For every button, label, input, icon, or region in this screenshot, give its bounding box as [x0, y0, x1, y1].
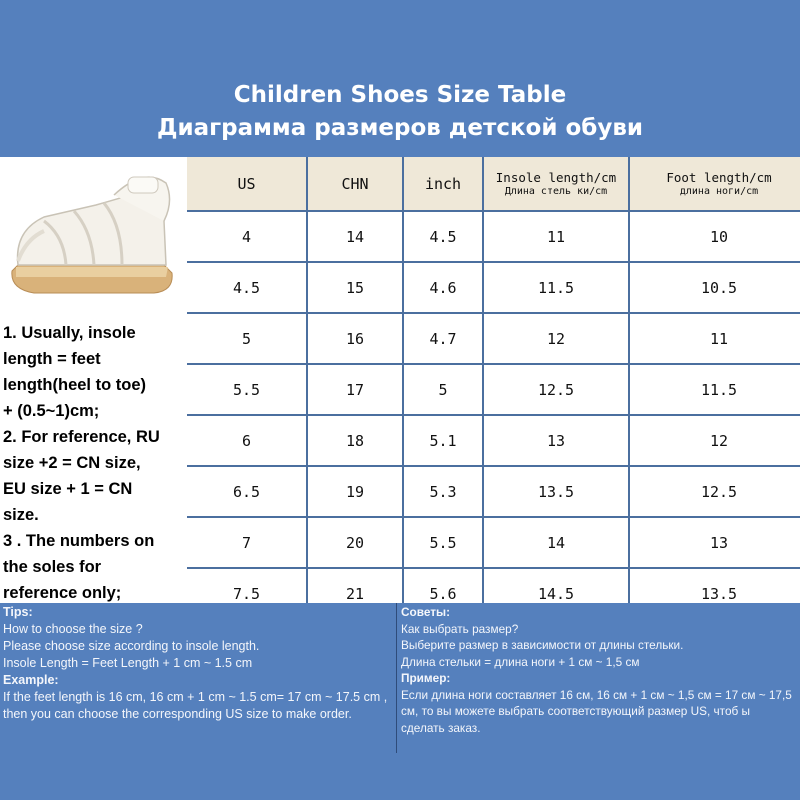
- table-cell: 12.5: [630, 467, 800, 516]
- table-cell: 12.5: [484, 365, 628, 414]
- table-cell: 15: [308, 263, 402, 312]
- column-divider: [396, 603, 397, 753]
- table-cell: 20: [308, 518, 402, 567]
- table-cell: 13.5: [484, 467, 628, 516]
- example-label: Example:: [3, 673, 59, 687]
- table-cell: 5.6: [404, 569, 482, 618]
- header-us: [187, 157, 306, 210]
- table-cell: 4.6: [404, 263, 482, 312]
- table-cell: 17: [308, 365, 402, 414]
- table-cell: 13: [630, 518, 800, 567]
- table-cell: 7.5: [187, 569, 306, 618]
- tips-how: Как выбрать размер?: [401, 621, 519, 636]
- table-cell: 4: [187, 212, 306, 261]
- table-cell: 19: [308, 467, 402, 516]
- header-insole-length: [484, 157, 628, 210]
- tips-choose: Please choose size according to insole length.: [3, 639, 260, 653]
- title-ru: Диаграмма размеров детской обуви: [156, 115, 644, 141]
- table-cell: 11.5: [630, 365, 800, 414]
- header-label: Foot length/cm: [666, 169, 772, 185]
- table-cell: 5.5: [187, 365, 306, 414]
- header-label: inch: [424, 174, 462, 193]
- note-line: the soles for: [3, 558, 102, 576]
- table-cell: 4.7: [404, 314, 482, 363]
- tips-area: [0, 603, 800, 800]
- table-cell: 6: [187, 416, 306, 465]
- table-cell: 4.5: [187, 263, 306, 312]
- table-cell: 5.5: [404, 518, 482, 567]
- tips-english: [3, 604, 396, 723]
- title-en: Children Shoes Size Table: [233, 82, 567, 108]
- note-line: 2. For reference, RU: [3, 428, 160, 446]
- header-sublabel: Длина стель ки/cm: [504, 185, 608, 197]
- tips-formula: Insole Length = Feet Length + 1 cm ~ 1.5 cm: [3, 656, 253, 670]
- tips-choose: Выберите размер в зависимости от длины стельки.: [401, 638, 684, 652]
- note-line: 3 . The numbers on: [3, 532, 155, 550]
- table-cell: 18: [308, 416, 402, 465]
- shoe-image: [4, 161, 182, 303]
- table-cell: 11: [484, 212, 628, 261]
- note-line: length = feet: [3, 350, 101, 368]
- table-cell: 10: [630, 212, 800, 261]
- note-line: EU size + 1 = CN: [3, 480, 133, 498]
- header-label: US: [237, 174, 256, 193]
- header-label: CHN: [341, 174, 369, 193]
- table-cell: 16: [308, 314, 402, 363]
- note-line: + (0.5~1)cm;: [3, 402, 100, 420]
- table-cell: 5.1: [404, 416, 482, 465]
- example-text: If the feet length is 16 cm, 16 cm + 1 cm ~ 1.5 cm= 17 cm ~ 17.5 cm , then you can choose the corresponding US size to make order.: [3, 690, 388, 721]
- table-cell: 6.5: [187, 467, 306, 516]
- header-sublabel: длина ноги/cm: [679, 185, 759, 197]
- notes: [3, 320, 185, 606]
- table-cell: 11: [630, 314, 800, 363]
- size-table: [187, 157, 800, 603]
- note-line: size.: [3, 506, 39, 524]
- tips-russian: [401, 604, 794, 736]
- table-cell: 12: [484, 314, 628, 363]
- table-cell: 11.5: [484, 263, 628, 312]
- table-cell: 12: [630, 416, 800, 465]
- table-cell: 14.5: [484, 569, 628, 618]
- note-line: size +2 = CN size,: [3, 454, 141, 472]
- tips-label: Советы:: [401, 605, 451, 619]
- table-cell: 13.5: [630, 569, 800, 618]
- table-cell: 5: [187, 314, 306, 363]
- header-label: Insole length/cm: [495, 169, 617, 185]
- tips-formula: Длина стельки = длина ноги + 1 см ~ 1,5 см: [401, 654, 640, 669]
- tips-label: Tips:: [3, 605, 33, 619]
- table-cell: 5: [404, 365, 482, 414]
- table-cell: 7: [187, 518, 306, 567]
- example-label: Пример:: [401, 671, 451, 685]
- example-text: Если длина ноги составляет 16 см, 16 см + 1 см ~ 1,5 см = 17 см ~ 17,5 см, то вы можете выбрать соответствующий размер US, чтоб ы сделать заказ.: [401, 687, 792, 735]
- table-cell: 5.3: [404, 467, 482, 516]
- table-cell: 13: [484, 416, 628, 465]
- table-cell: 10.5: [630, 263, 800, 312]
- table-cell: 4.5: [404, 212, 482, 261]
- header-inch: [404, 157, 482, 210]
- note-line: reference only;: [3, 584, 122, 602]
- header-foot-length: [630, 157, 800, 210]
- header-chn: [308, 157, 402, 210]
- left-panel: [0, 157, 187, 603]
- title-area: [0, 0, 800, 157]
- note-line: length(heel to toe): [3, 376, 146, 394]
- table-cell: 14: [484, 518, 628, 567]
- table-cell: 14: [308, 212, 402, 261]
- table-cell: 21: [308, 569, 402, 618]
- tips-how: How to choose the size ?: [3, 622, 143, 636]
- note-line: 1. Usually, insole: [3, 324, 136, 342]
